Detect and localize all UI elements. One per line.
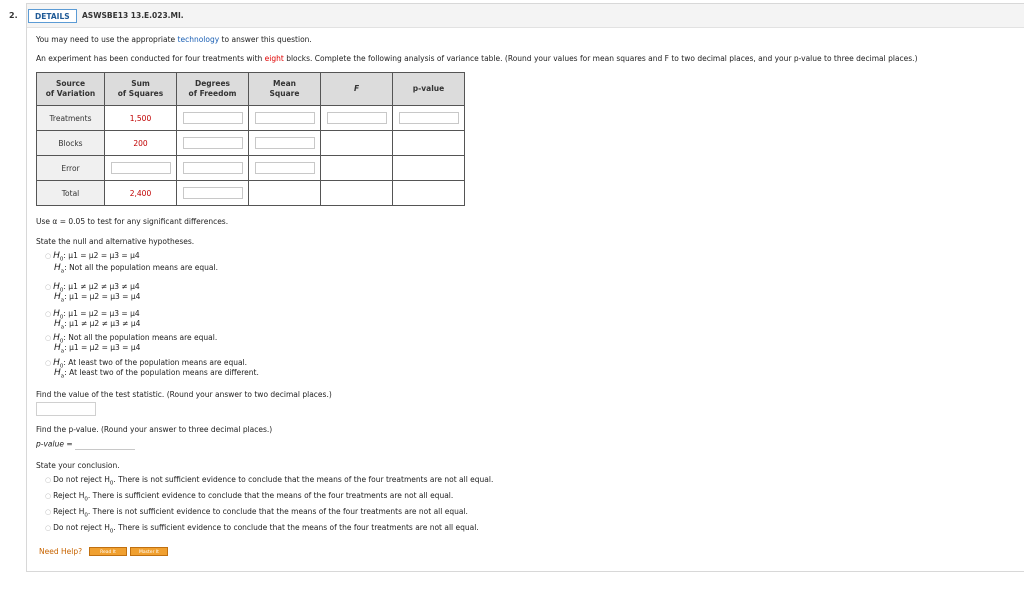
conclusion-prompt: State your conclusion. (36, 461, 120, 470)
ms-blocks-input[interactable] (255, 137, 315, 149)
hypothesis-option-5[interactable]: ○ $H_0$: At least two of the population means are equal. (45, 358, 248, 370)
conclusion-option-1[interactable]: ○ Do not reject $H_0$. There is not sufficient evidence to conclude that the means of the four treatments are not all equal. (45, 475, 494, 487)
f-input[interactable] (327, 112, 387, 124)
question-number: 2. (9, 11, 18, 20)
conclusion-option-4[interactable]: ○ Do not reject $H_0$. There is sufficient evidence to conclude that the means of the four treatments are not all equal. (45, 523, 479, 535)
pvalue-prompt: Find the p-value. (Round your answer to three decimal places.) (36, 425, 273, 434)
intro-line-1: You may need to use the appropriate technology to answer this question. (36, 35, 312, 44)
df-blocks-input[interactable] (183, 137, 243, 149)
hypothesis-option-3[interactable]: ○ $H_0$: μ1 = μ2 = μ3 = μ4 (45, 309, 140, 321)
hypothesis-option-1[interactable]: ○ $H_0$: μ1 = μ2 = μ3 = μ4 (45, 251, 140, 263)
header-sum: Sum of Squares (105, 73, 177, 106)
question-header (27, 4, 1024, 28)
hypotheses-prompt: State the null and alternative hypotheses. (36, 237, 195, 246)
need-help-label: Need Help? (39, 547, 83, 556)
header-ms: Mean Square (249, 73, 321, 106)
sum-value: 1,500 (105, 106, 177, 131)
header-f: F (321, 73, 393, 106)
radio-icon[interactable]: ○ (45, 359, 52, 367)
row-label: Blocks (37, 131, 105, 156)
intro-line-2: An experiment has been conducted for four treatments with eight blocks. Complete the following analysis of variance table. (Round your values for mean squares and F to two decimal places, and your p-value to three decimal places.) (36, 54, 918, 63)
radio-icon[interactable]: ○ (45, 492, 52, 500)
radio-icon[interactable]: ○ (45, 476, 52, 484)
radio-icon[interactable]: ○ (45, 252, 52, 260)
master-it-button[interactable]: Master It (130, 547, 168, 556)
sum-error-input[interactable] (111, 162, 171, 174)
radio-icon[interactable]: ○ (45, 334, 52, 342)
ms-treatments-input[interactable] (255, 112, 315, 124)
question-id: ASWSBE13 13.E.023.MI. (82, 11, 184, 20)
p-value-table-input[interactable] (399, 112, 459, 124)
header-p: p-value (393, 73, 465, 106)
alpha-text: Use α = 0.05 to test for any significant differences. (36, 217, 229, 226)
pvalue-row: p-value = (36, 439, 135, 450)
header-df: Degrees of Freedom (177, 73, 249, 106)
details-button[interactable]: DETAILS (28, 9, 77, 23)
hypothesis-option-2[interactable]: ○ $H_0$: μ1 ≠ μ2 ≠ μ3 ≠ μ4 (45, 282, 140, 294)
row-label: Error (37, 156, 105, 181)
df-error-input[interactable] (183, 162, 243, 174)
radio-icon[interactable]: ○ (45, 283, 52, 291)
conclusion-option-3[interactable]: ○ Reject $H_0$. There is not sufficient evidence to conclude that the means of the four treatments are not all equal. (45, 507, 468, 519)
hypothesis-option-4[interactable]: ○ $H_0$: Not all the population means are equal. (45, 333, 218, 345)
df-treatments-input[interactable] (183, 112, 243, 124)
table-row (37, 131, 465, 156)
conclusion-option-2[interactable]: ○ Reject $H_0$. There is sufficient evidence to conclude that the means of the four treatments are not all equal. (45, 491, 454, 503)
header-source: Source of Variation (37, 73, 105, 106)
ms-error-input[interactable] (255, 162, 315, 174)
df-total-input[interactable] (183, 187, 243, 199)
test-statistic-input[interactable] (36, 402, 96, 416)
read-it-button[interactable]: Read It (89, 547, 127, 556)
test-stat-prompt: Find the value of the test statistic. (Round your answer to two decimal places.) (36, 390, 332, 399)
p-value-input[interactable] (75, 439, 135, 450)
blocks-count: eight (264, 54, 284, 63)
row-label: Treatments (37, 106, 105, 131)
technology-link[interactable]: technology (177, 35, 220, 44)
radio-icon[interactable]: ○ (45, 310, 52, 318)
table-row (37, 181, 465, 206)
question-card: DETAILS ASWSBE13 13.E.023.MI. You may need to use the appropriate technology to answer this question. An experiment has been conducted for four treatments with eight blocks. Complete the following analysis of variance table. (Round your values for mean squares and F to two decimal places, and your p-value to three decimal places.) Source of Variation Sum of Squares Degrees of Freedom Mean Square F p-value Treatments 1,500 Blocks 200 Error Total 2,400 Use α = 0.05 to test for any significant differences. State the null and alternative hypotheses. ○ $H_0$: μ1 = μ2 = μ3 = μ4 $H_a$: Not all the population means are equal. ○ $H_0$: μ1 ≠ μ2 ≠ μ3 ≠ μ4 $H_a$: μ1 = μ2 = μ3 = μ4 ○ $H_0$: μ1 = μ2 = μ3 = μ4 $H_a$: μ1 ≠ μ2 ≠ μ3 ≠ μ4 ○ $H_0$: Not all the population means are equal. $H_a$: μ1 = μ2 = μ3 = μ4 ○ $H_0$: At least two of the population means are equal. $H_a$: At least two of the population means are different. Find the value of the test statistic. (Round your answer to two decimal places.) Find the p-value. (Round your answer to three decimal places.) p-value = State your conclusion. ○ Do not reject $H_0$. There is not sufficient evidence to conclude that the means of the four treatments are not all equal. ○ Reject $H_0$. There is sufficient evidence to conclude that the means of the four treatments are not all equal. ○ Reject $H_0$. There is not sufficient evidence to conclude that the means of the four treatments are not all equal. ○ Do not reject $H_0$. There is sufficient evidence to conclude that the means of the four treatments are not all equal. Need Help? Read It Master It (26, 3, 1024, 572)
table-row (37, 156, 465, 181)
radio-icon[interactable]: ○ (45, 524, 52, 532)
radio-icon[interactable]: ○ (45, 508, 52, 516)
table-row (37, 106, 465, 131)
row-label: Total (37, 181, 105, 206)
sum-value: 2,400 (105, 181, 177, 206)
sum-value: 200 (105, 131, 177, 156)
anova-table (36, 72, 465, 206)
